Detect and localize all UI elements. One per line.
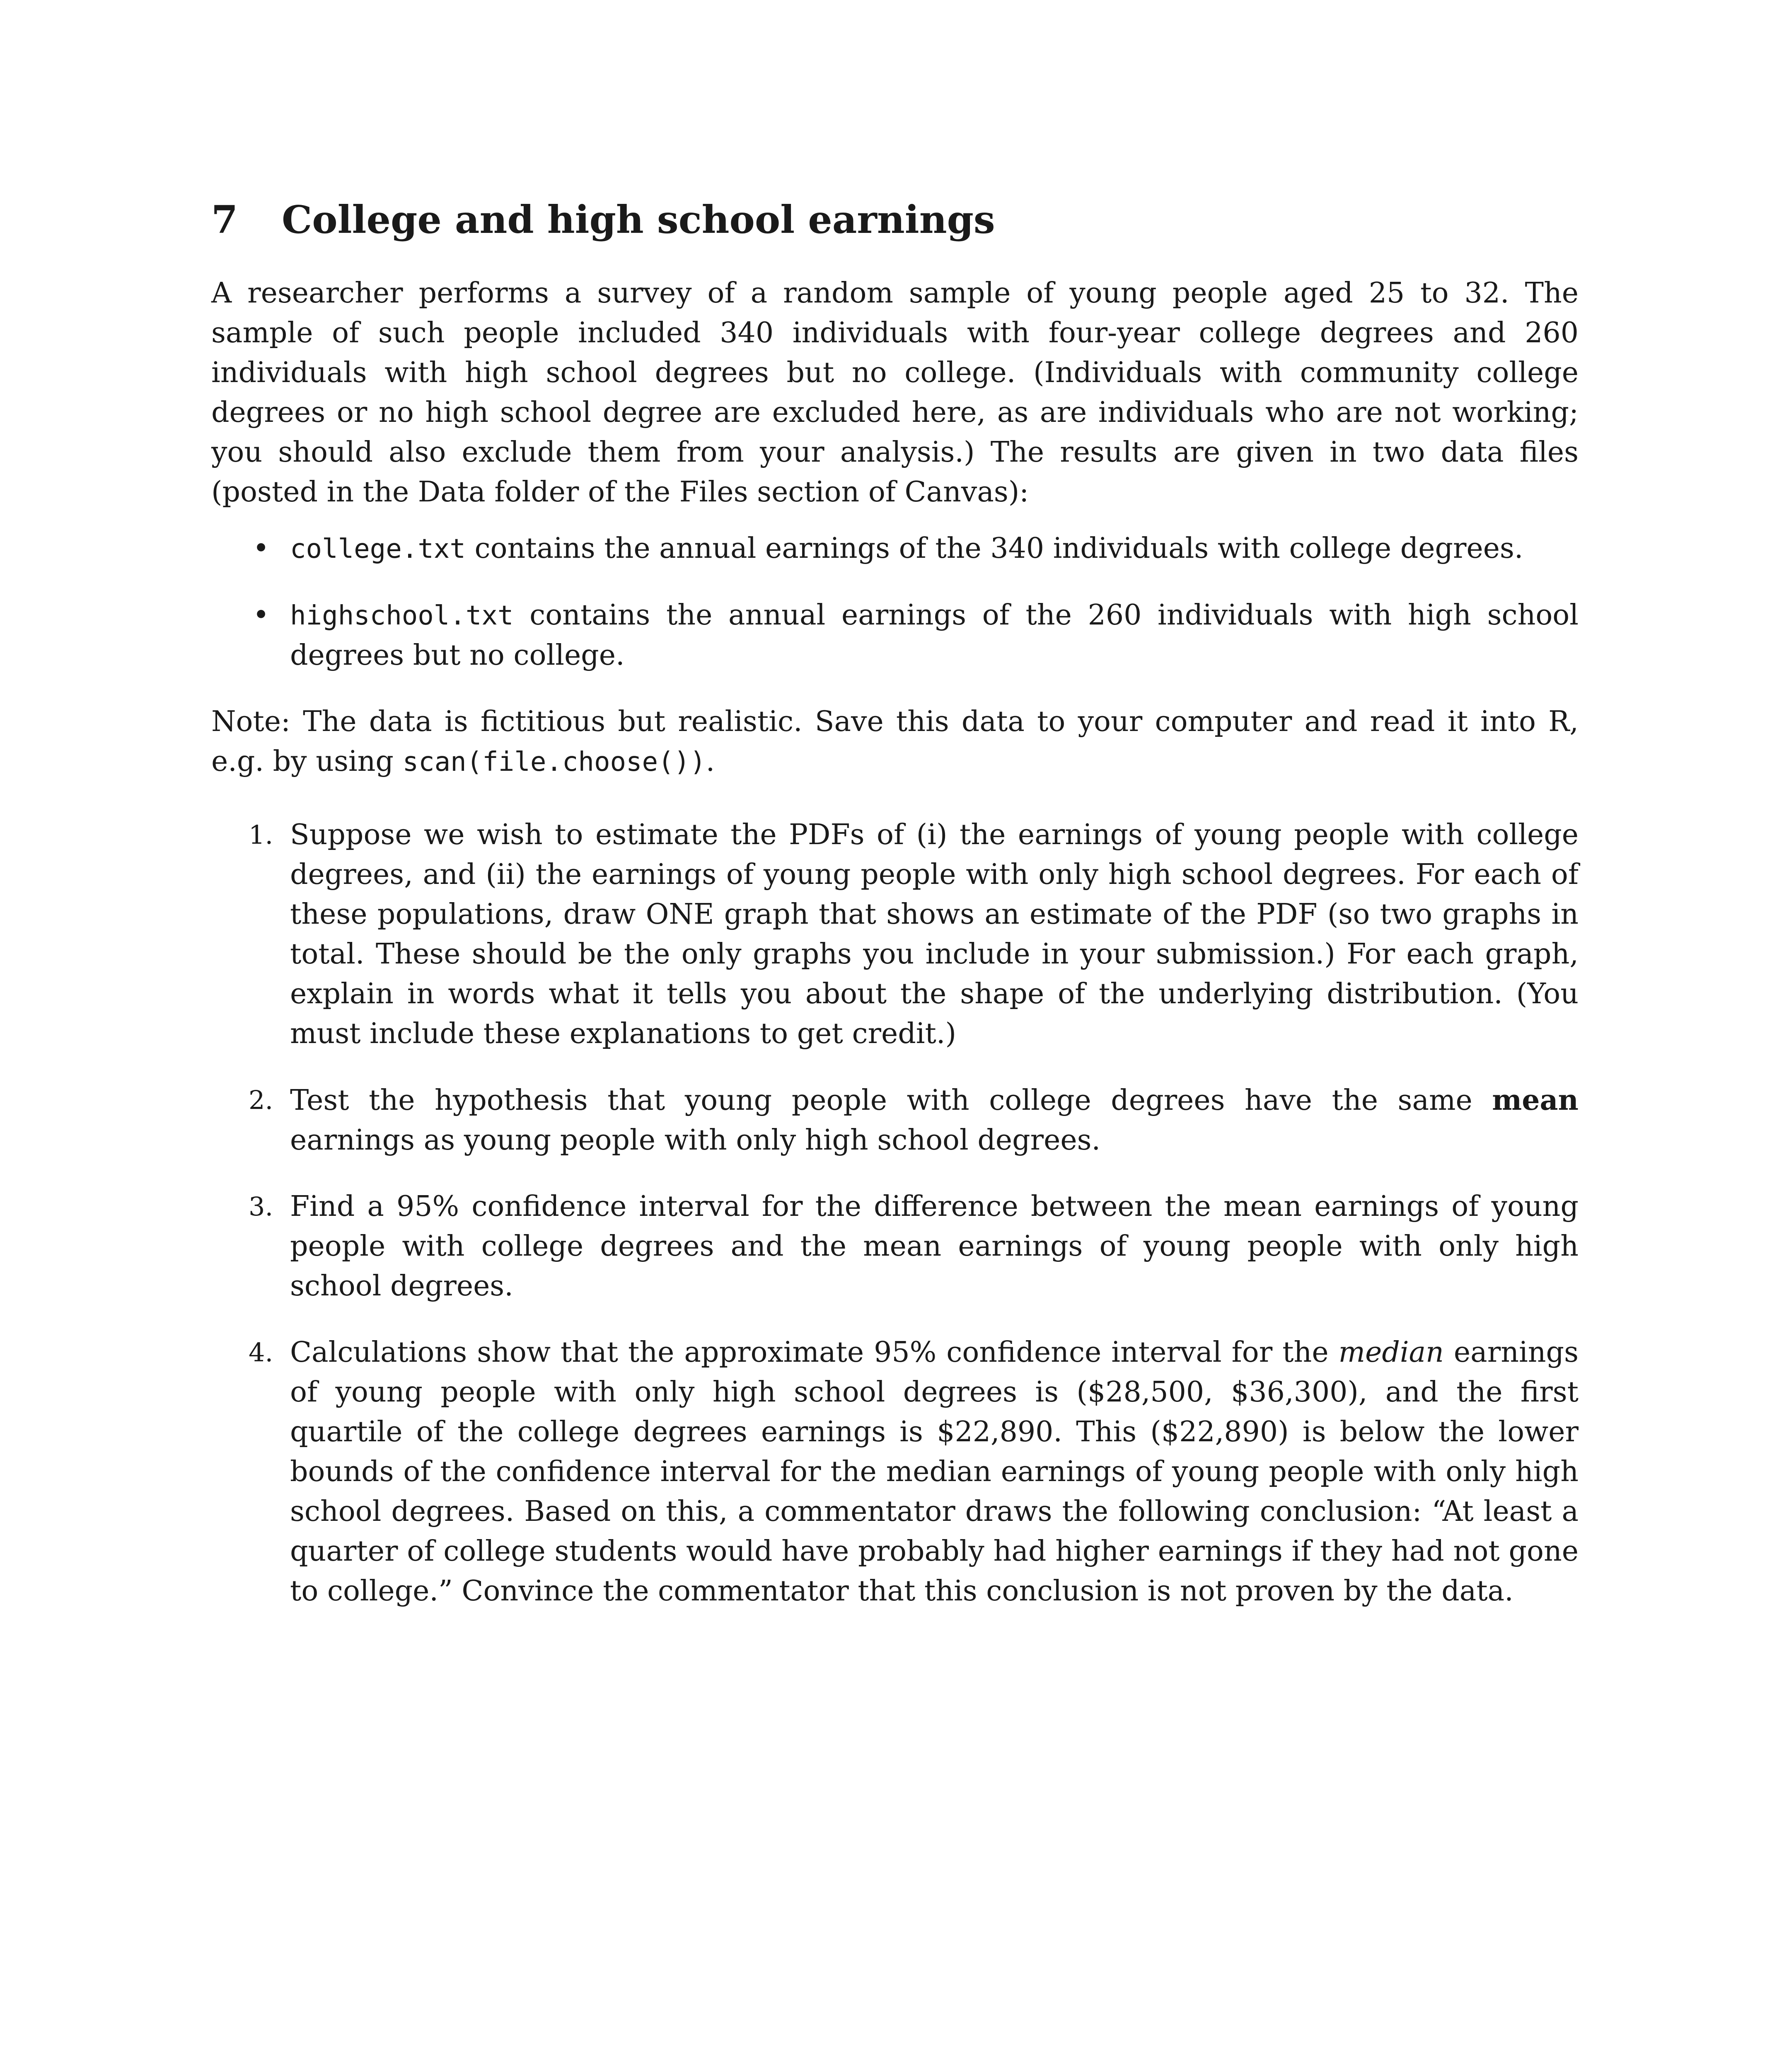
question-3: [249, 1187, 1579, 1306]
question-text-after: earnings as young people with only high school degrees.: [290, 1124, 1101, 1157]
intro-paragraph: A researcher performs a survey of a random sample of young people aged 25 to 32. The sample of such people included 340 individuals with four-year college degrees and 260 individuals with high school degrees but no college. (Individuals with community college degrees or no high school degree are excluded here, as are individuals who are not working; you should also exclude them from your analysis.) The results are given in two data files (posted in the Data folder of the Files section of Canvas):: [211, 277, 1579, 508]
question-number: 1.: [249, 820, 273, 850]
note-prefix: Note: The data is fictitious but realistic. Save this data to your computer and read it into R, e.g. by using: [211, 705, 1579, 778]
data-files-list: [211, 529, 1579, 675]
question-4: [249, 1333, 1579, 1611]
note-paragraph: [211, 702, 1579, 782]
document-page: [211, 195, 1579, 1638]
question-number: 2.: [249, 1085, 273, 1115]
emphasis-median: median: [1338, 1336, 1444, 1369]
question-text: [290, 1333, 1579, 1611]
emphasis-mean: mean: [1492, 1084, 1579, 1117]
note-code: scan(file.choose()): [402, 747, 706, 777]
file-description: contains the annual earnings of the 340 individuals with college degrees.: [465, 532, 1523, 565]
section-heading: [211, 195, 1579, 244]
question-text: Find a 95% confidence interval for the difference between the mean earnings of young people with college degrees and the mean earnings of young people with only high school degrees.: [290, 1190, 1579, 1302]
note-suffix: .: [706, 745, 715, 778]
question-text-before: Calculations show that the approximate 95% confidence interval for the: [290, 1336, 1339, 1369]
list-item: [253, 529, 1579, 569]
question-text-before: Test the hypothesis that young people with college degrees have the same: [290, 1084, 1492, 1117]
list-item: [253, 595, 1579, 675]
question-text: Suppose we wish to estimate the PDFs of (i) the earnings of young people with college degrees, and (ii) the earnings of young people with only high school degrees. For each of these populations, draw ONE graph that shows an estimate of the PDF (so two graphs in total. These should be the only graphs you include in your submission.) For each graph, explain in words what it tells you about the shape of the underlying distribution. (You must include these explanations to get credit.): [290, 818, 1579, 1050]
filename-highschool: highschool.txt: [290, 600, 514, 631]
filename-college: college.txt: [290, 534, 466, 564]
questions-list: [211, 815, 1579, 1611]
bullet-icon: •: [253, 532, 270, 565]
file-description: contains the annual earnings of the 260 individuals with high school degrees but no college.: [290, 599, 1579, 672]
section-title: College and high school earnings: [282, 197, 995, 242]
question-text-after: earnings of young people with only high school degrees is ($28,500, $36,300), and the first quartile of the college degrees earnings is $22,890. This ($22,890) is below the lower bounds of the confidence interval for the median earnings of young people with only high school degrees. Based on this, a commentator draws the following conclusion: “At least a quarter of college students would have probably had higher earnings if they had not gone to college.” Convince the commentator that this conclusion is not proven by the data.: [290, 1336, 1579, 1607]
question-number: 4.: [249, 1337, 273, 1368]
question-text: [290, 1080, 1579, 1160]
question-number: 3.: [249, 1191, 273, 1222]
question-1: [249, 815, 1579, 1054]
question-2: [249, 1080, 1579, 1160]
section-number: 7: [211, 197, 238, 242]
bullet-icon: •: [253, 599, 270, 632]
